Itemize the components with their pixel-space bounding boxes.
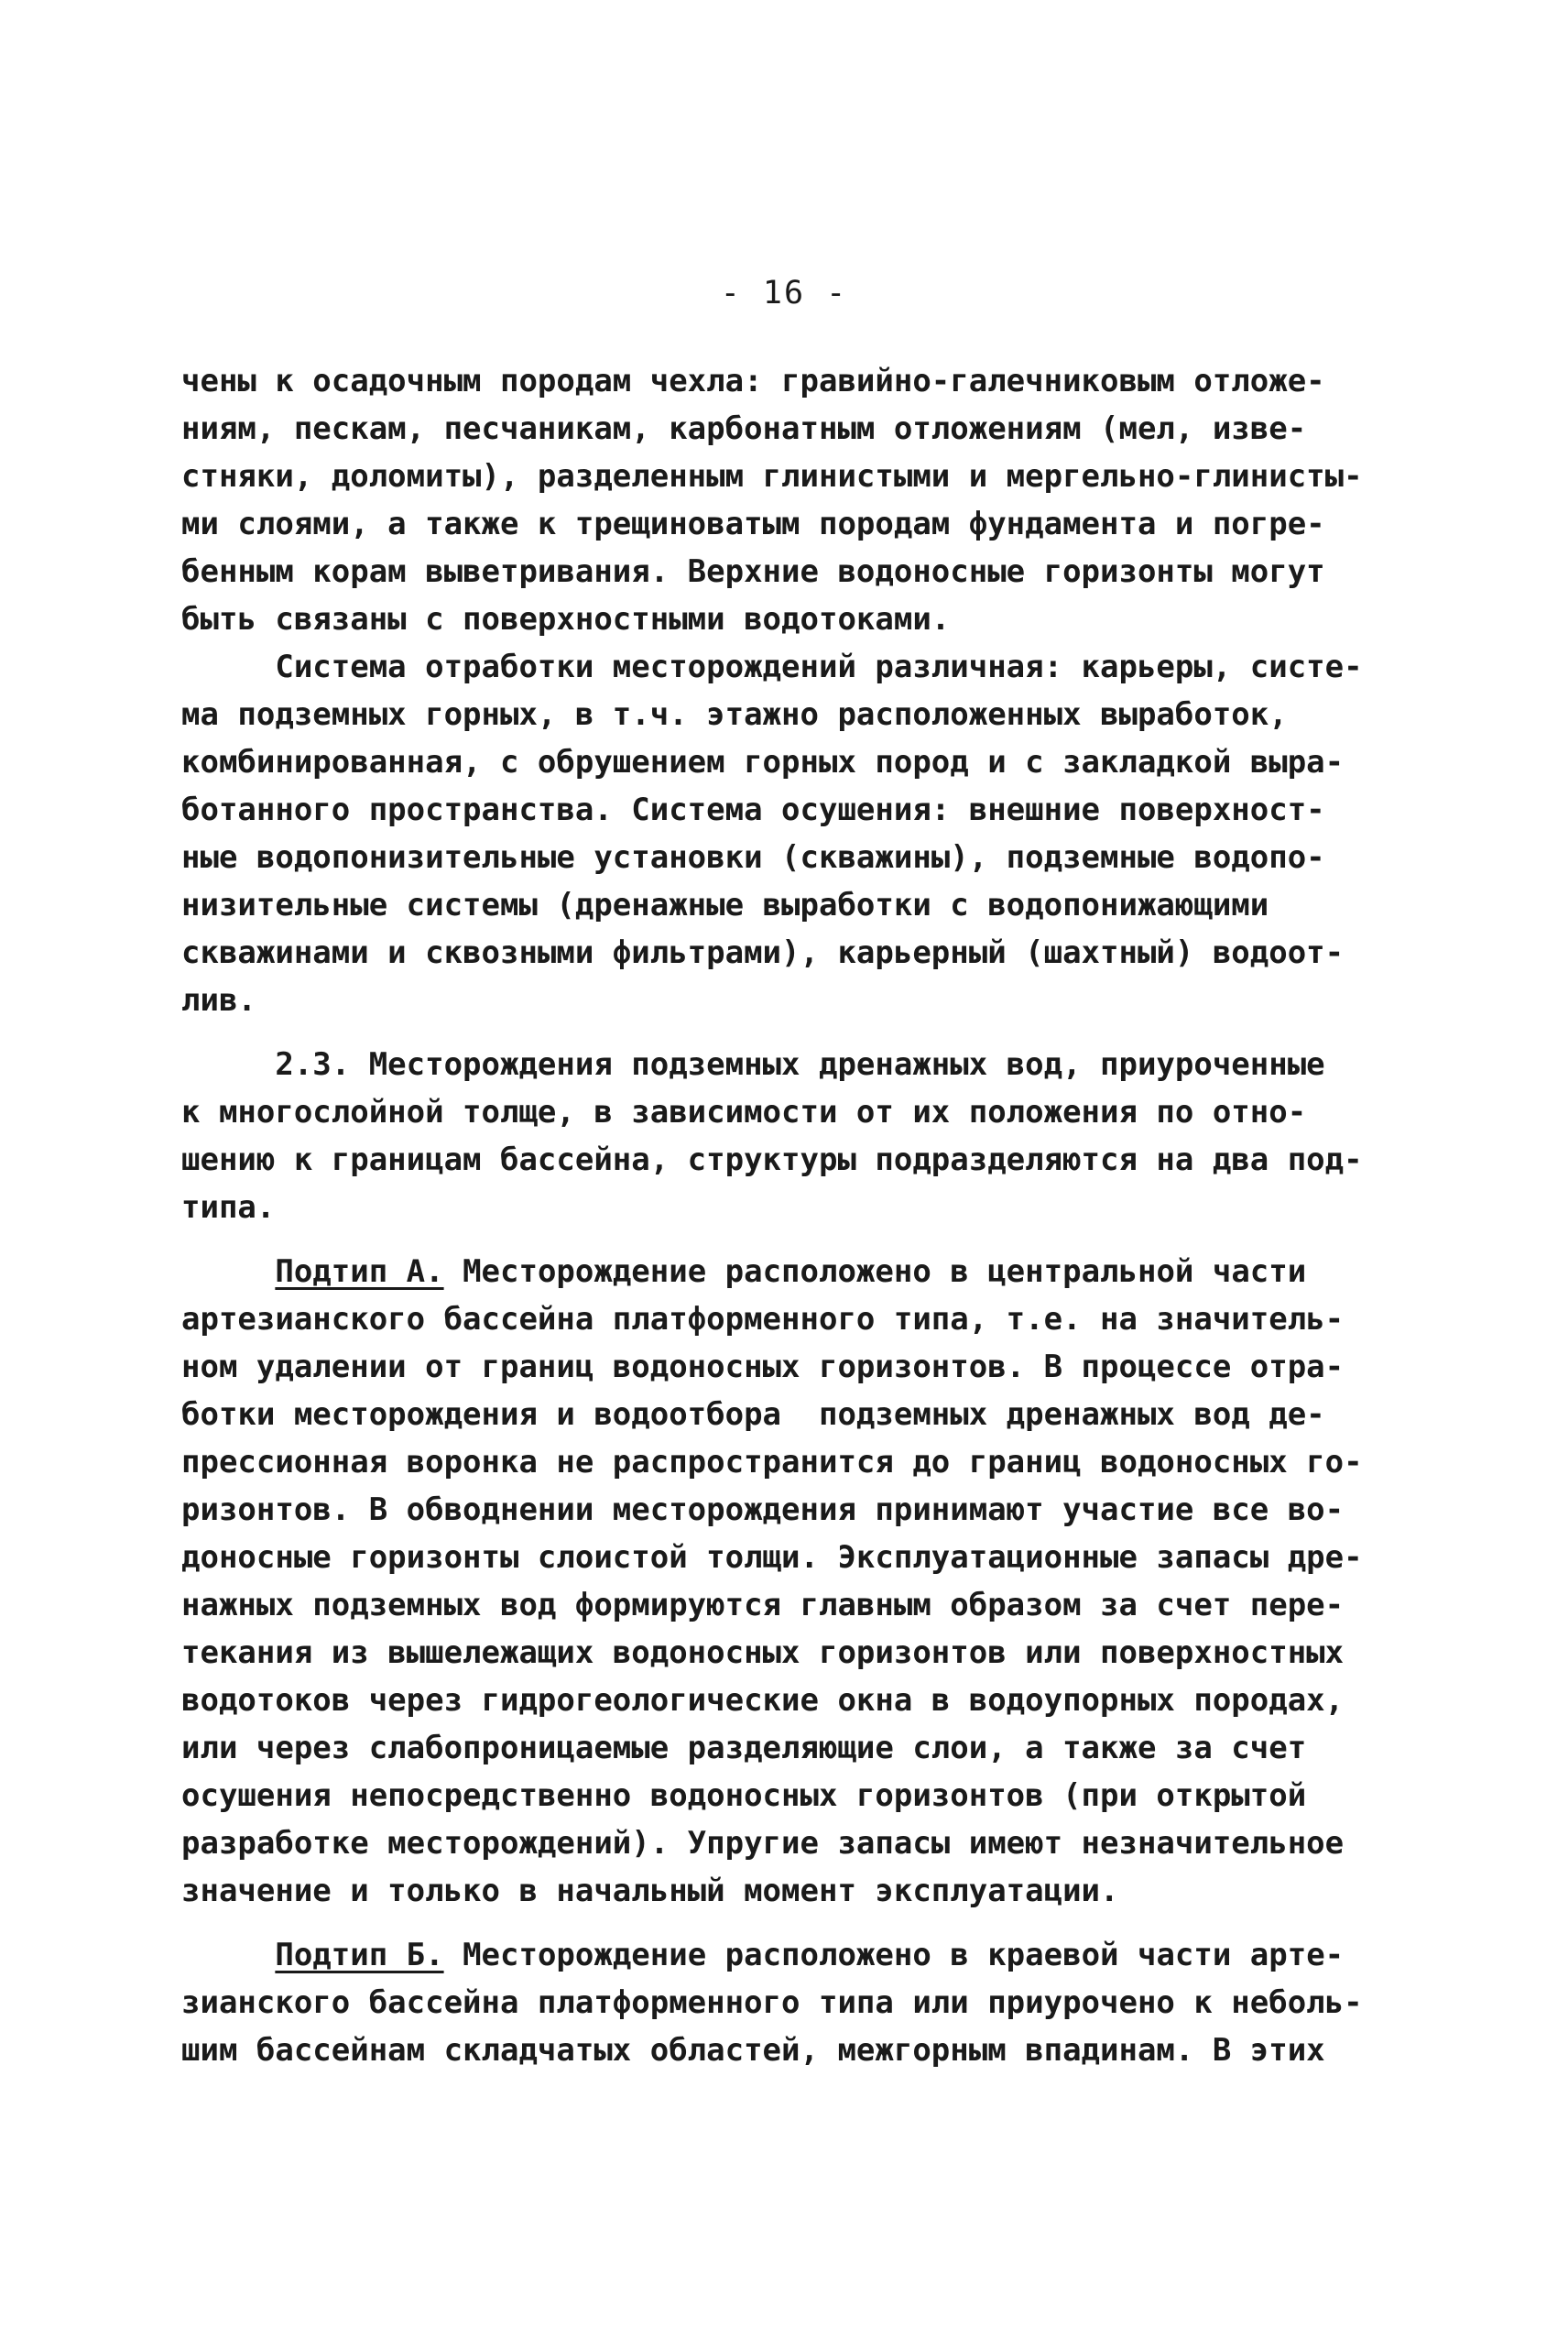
text-line: стняки, доломиты), разделенным глинистыми и мергельно-глинисты-	[181, 458, 1363, 495]
text-line: ботанного пространства. Система осушения: внешние поверхност-	[181, 792, 1325, 828]
text-line: ные водопонизительные установки (скважины), подземные водопо-	[181, 839, 1325, 876]
text-line: Система отработки месторождений различная: карьеры, систе-	[181, 649, 1363, 685]
text-fragment: Месторождение расположено в краевой части арте-	[443, 1937, 1345, 1973]
text-line: 2.3. Месторождения подземных дренажных вод, приуроченные	[181, 1046, 1325, 1083]
text-line: скважинами и сквозными фильтрами), карьерный (шахтный) водоот-	[181, 934, 1345, 971]
text-line: ном удалении от границ водоносных горизонтов. В процессе отра-	[181, 1349, 1345, 1385]
text-line: значение и только в начальный момент эксплуатации.	[181, 1873, 1119, 1909]
subtype-a-label: Подтип А.	[275, 1253, 444, 1290]
text-line: водотоков через гидрогеологические окна в водоупорных породах,	[181, 1682, 1345, 1719]
paragraph-gap	[181, 1915, 1436, 1931]
text-line: разработке месторождений). Упругие запасы имеют незначительное	[181, 1825, 1345, 1862]
paragraph-mining-system	[181, 643, 1436, 1024]
text-line: к многослойной толще, в зависимости от их положения по отно-	[181, 1094, 1307, 1131]
text-line: комбинированная, с обрушением горных пород и с закладкой выра-	[181, 744, 1345, 781]
text-line: быть связаны с поверхностными водотоками.	[181, 601, 951, 638]
text-line: зианского бассейна платформенного типа или приурочено к неболь-	[181, 1984, 1363, 2021]
text-line: нажных подземных вод формируются главным образом за счет пере-	[181, 1587, 1345, 1623]
text-line: шению к границам бассейна, структуры подразделяются на два под-	[181, 1142, 1363, 1178]
text-line: текания из вышележащих водоносных горизонтов или поверхностных	[181, 1634, 1345, 1671]
text-line: ма подземных горных, в т.ч. этажно расположенных выработок,	[181, 696, 1288, 733]
text-line: бенным корам выветривания. Верхние водоносные горизонты могут	[181, 553, 1325, 590]
paragraph-subtype-b	[181, 1931, 1436, 2074]
text-line: артезианского бассейна платформенного типа, т.е. на значитель-	[181, 1301, 1345, 1338]
text-line: доносные горизонты слоистой толщи. Эксплуатационные запасы дре-	[181, 1539, 1363, 1576]
text-line: ми слоями, а также к трещиноватым породам фундамента и погре-	[181, 506, 1325, 542]
text-line: прессионная воронка не распространится до границ водоносных го-	[181, 1444, 1363, 1480]
paragraph-gap	[181, 1024, 1436, 1041]
text-line	[181, 1931, 1436, 1979]
paragraph-continuation	[181, 357, 1436, 643]
text-line: ниям, пескам, песчаникам, карбонатным отложениям (мел, изве-	[181, 410, 1307, 447]
subtype-b-label: Подтип Б.	[275, 1937, 444, 1973]
text-line: шим бассейнам складчатых областей, межгорным впадинам. В этих	[181, 2032, 1325, 2069]
text-body	[181, 357, 1436, 2074]
paragraph-subtype-a	[181, 1248, 1436, 1915]
paragraph-gap	[181, 1231, 1436, 1248]
text-line: лив.	[181, 982, 256, 1019]
text-line	[181, 1248, 1436, 1295]
paragraph-section-2-3	[181, 1041, 1436, 1231]
text-line: чены к осадочным породам чехла: гравийно-галечниковым отложе-	[181, 363, 1325, 399]
text-line: низительные системы (дренажные выработки с водопонижающими	[181, 887, 1269, 923]
text-line: ботки месторождения и водоотбора подземных дренажных вод де-	[181, 1396, 1325, 1433]
text-fragment: Месторождение расположено в центральной части	[443, 1253, 1307, 1290]
text-line: типа.	[181, 1189, 276, 1226]
page-number: - 16 -	[720, 275, 848, 311]
text-line: или через слабопроницаемые разделяющие слои, а также за счет	[181, 1730, 1307, 1766]
text-line: осушения непосредственно водоносных горизонтов (при открытой	[181, 1777, 1307, 1814]
text-line: ризонтов. В обводнении месторождения принимают участие все во-	[181, 1491, 1345, 1528]
